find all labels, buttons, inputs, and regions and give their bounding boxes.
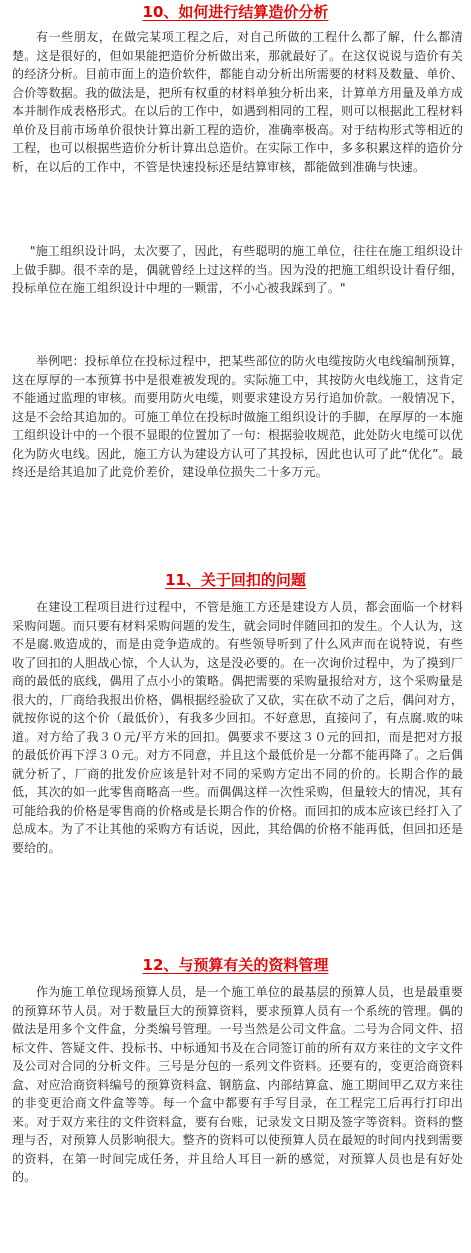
section-12-paragraph: 作为施工单位现场预算人员，是一个施工单位的最基层的预算人员，也是最重要的预算环节人员。对于数量巨大的预算资料，要求预算人员有一个系统的管理。偶的做法是用多个文件盒，分类编号管理。一号当然是公司文件盒。二号为合同文件、招标文件、答疑文件、投标书、中标通知书及在合同签订前的所有双方来往的文字文件及公司对合同的分析文件。三号是分包的一系列文件资料。还要有的，变更洽商资料盒、对应洽商资料编号的预算资料盒、钢筋盒、内部结算盒、施工期间甲乙双方来往的非变更洽商文件盒等等。每一个盒中都要有手写目录，在工程完工后再行打印出来。对于双方来往的文件资料盒，要有台账，记录发文日期及签字等资料。资料的整理与否，对预算人员影响很大。整齐的资料可以使预算人员在最短的时间内找到需要的资料，在第一时间完成任务，并且给人耳目一新的感觉，对预算人员也是有好处的。 [12, 985, 463, 1184]
section-10-paragraph-2: 举例吧：投标单位在投标过程中，把某些部位的防火电缆按防火电线编制预算，这在厚厚的一本预算书中是很难被发现的。实际施工中，其按防火电线施工，这肯定不能通过监理的审核。而要用防火电缆，则要求建设方另行追加价款。一般情况下，这是不会给其追加的。可施工单位在投标时做施工组织设计的手脚，在厚厚的一本施工组织设计中的一个很不显眼的位置加了一句：根据验收规范，此处防火电缆可以优化为防火电线。因此，施工方认为建设方认可了其投标，因此也认可了此“优化”。最终还是给其追加了此竞价差价，建设单位损失二十多万元。 [12, 354, 463, 479]
section-10-heading: 10、如何进行结算造价分析 [142, 3, 329, 21]
section-10-paragraph-1: 有一些朋友，在做完某项工程之后，对自己所做的工程什么都了解，什么都清楚。这是很好的，但如果能把造价分析做出来，那就最好了。在这仅说说与造价有关的经济分析。目前市面上的造价软件，都能自动分析出所需要的材料及数量、单价、合价等数据。我的做法是，把所有权重的材料单独分析出来，计算单方用量及单方成本并制作成表格形式。在以后的工作中，如遇到相同的工程，则可以根据此工程材料单价及目前市场单价很快计算出新工程的造价，准确率极高。对于结构形式等相近的工程，也可以根据些造价分析计算出总造价。在实际工作中，多多积累这样的造价分析，在以后的工作中，不管是快速投标还是结算审核，都能做到准确与快速。 [12, 30, 463, 174]
section-11-heading: 11、关于回扣的问题 [165, 571, 306, 589]
section-11-paragraph: 在建设工程项目进行过程中，不管是施工方还是建设方人员，都会面临一个材料采购问题。而只要有材料采购问题的发生，就会同时伴随回扣的发生。个人认为，这不是腐.败造成的，而是由竞争造成的。有些领导听到了什么风声而在说特说，有些收了回扣的人胆战心惊，个人认为，这是没必要的。在一次询价过程中，为了摸到厂商的最低的底线，偶用了点小小的策略。偶把需要的采购量报给对方，这个采购量是很大的，厂商给我报出价格，偶根据经验砍了又砍，实在砍不动了之后，偶问对方，就按你说的这个价（最低价），有我多少回扣。不好意思，直接问了，有点腐.败的味道。对方给了我３０元/平方米的回扣。偶要求不要这３０元的回扣，而是把对方报的最低价再下浮３０元。对方不同意，并且这个最低价是一分都不能再降了。之后偶就分析了，厂商的批发价应该是针对不同的采购方定出不同的价的。长期合作的最低，其次的如一此零售商略高一些。而偶偶这样一次性采购，但量较大的情况，其有可能给我的价格是零售商的价格或是长期合作的价格。而回扣的成本应该已经打入了总成本。为了不让其他的采购方有话说，因此，其给偶的价格不能再低，但回扣还是要给的。 [12, 600, 463, 855]
section-12-heading: 12、与预算有关的资料管理 [142, 956, 329, 974]
section-10-quote: "施工组织设计吗，太次要了，因此，有些聪明的施工单位，往往在施工组织设计上做手脚。很不幸的是，偶就曾经上过这样的当。因为没的把施工组织设计看仔细，投标单位在施工组织设计中埋的一颗雷，不小心被我踩到了。" [12, 244, 463, 295]
